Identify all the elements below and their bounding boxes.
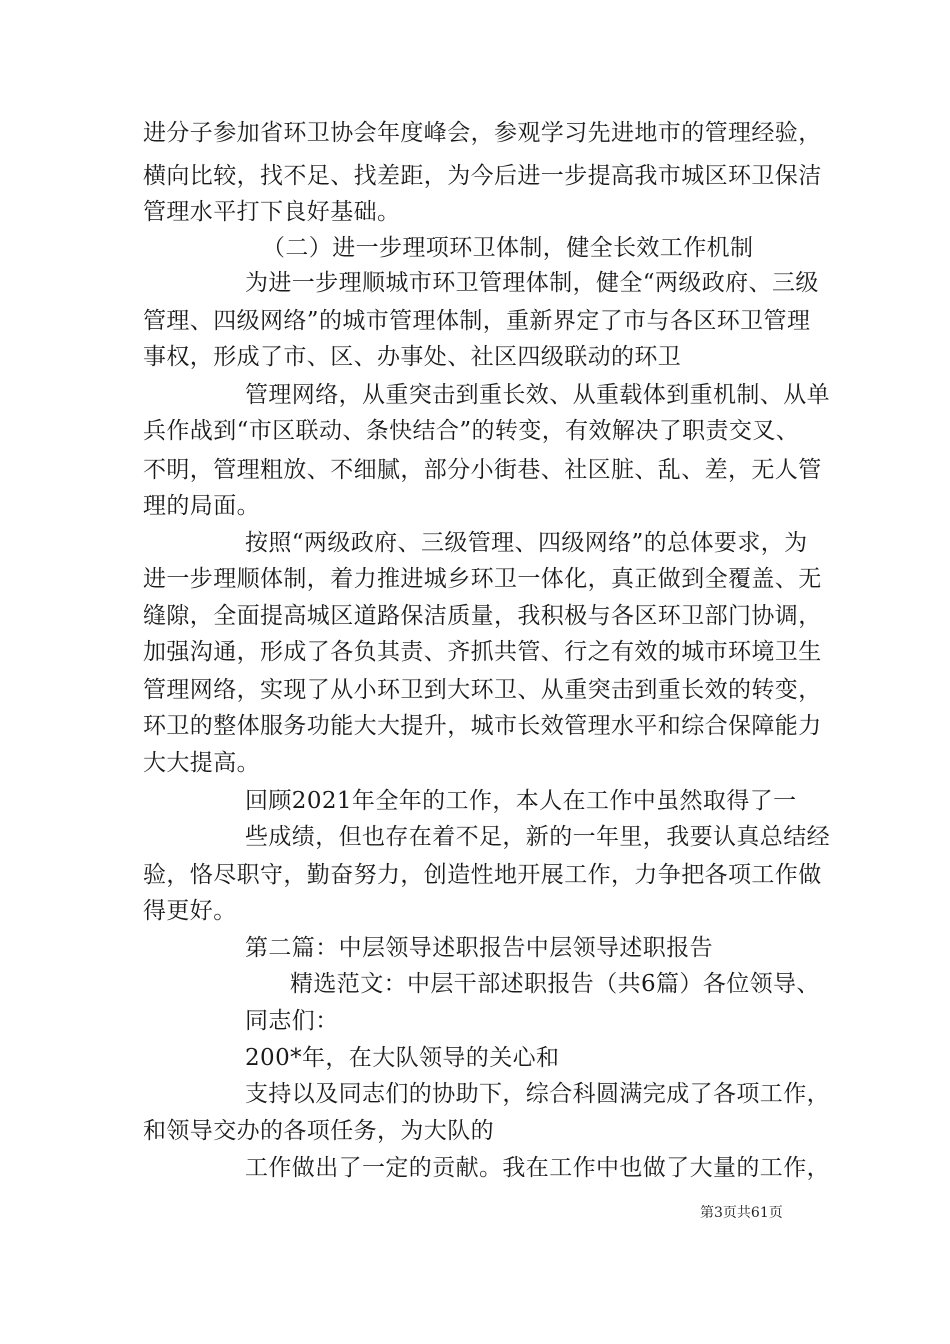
text-line: 环卫的整体服务功能大大提升，城市长效管理水平和综合保障能力 [143, 713, 822, 739]
text-line: 进分子参加省环卫协会年度峰会，参观学习先进地市的管理经验， [143, 120, 822, 146]
text-line: 加强沟通，形成了各负其责、齐抓共管、行之有效的城市环境卫生 [143, 639, 822, 665]
text-line: 按照“两级政府、三级管理、四级网络”的总体要求，为 [245, 530, 808, 556]
section-heading: （二）进一步理项环卫体制，健全长效工作机制 [262, 235, 754, 261]
text-line: 横向比较，找不足、找差距，为今后进一步提高我市城区环卫保洁 [143, 163, 822, 189]
text-line: 支持以及同志们的协助下，综合科圆满完成了各项工作， [245, 1081, 830, 1107]
text-line: 回顾2021年全年的工作，本人在工作中虽然取得了一 [245, 788, 797, 814]
text-line: 为进一步理顺城市环卫管理体制，健全“两级政府、三级 [245, 270, 819, 296]
page-number: 第3页共61页 [700, 1205, 783, 1221]
text-line: 验，恪尽职守，勤奋努力，创造性地开展工作，力争把各项工作做 [143, 862, 822, 888]
text-line: 缝隙，全面提高城区道路保洁质量，我积极与各区环卫部门协调， [143, 603, 822, 629]
text-line: 兵作战到“市区联动、条快结合”的转变，有效解决了职责交叉、 [143, 418, 800, 444]
text-line: 事权，形成了市、区、办事处、社区四级联动的环卫 [143, 344, 682, 370]
text-line: 得更好。 [143, 898, 237, 924]
text-line: 大大提高。 [143, 750, 260, 776]
text-line: 同志们： [245, 1008, 339, 1034]
text-line: 精选范文：中层干部述职报告（共6篇）各位领导、 [290, 971, 820, 997]
text-line: 和领导交办的各项任务，为大队的 [143, 1118, 494, 1144]
text-line: 理的局面。 [143, 493, 260, 519]
text-line: 管理网络，从重突击到重长效、从重载体到重机制、从单 [245, 382, 830, 408]
text-line: 管理、四级网络”的城市管理体制，重新界定了市与各区环卫管理 [143, 308, 811, 334]
text-line: 管理网络，实现了从小环卫到大环卫、从重突击到重长效的转变， [143, 677, 822, 703]
text-line: 管理水平打下良好基础。 [143, 199, 401, 225]
chapter-heading: 第二篇：中层领导述职报告中层领导述职报告 [245, 935, 713, 961]
text-line: 工作做出了一定的贡献。我在工作中也做了大量的工作， [245, 1155, 830, 1181]
text-line: 200*年，在大队领导的关心和 [245, 1045, 560, 1071]
text-line: 不明，管理粗放、不细腻，部分小街巷、社区脏、乱、差，无人管 [143, 457, 822, 483]
text-line: 些成绩，但也存在着不足，新的一年里，我要认真总结经 [245, 824, 830, 850]
text-line: 进一步理顺体制，着力推进城乡环卫一体化，真正做到全覆盖、无 [143, 566, 822, 592]
